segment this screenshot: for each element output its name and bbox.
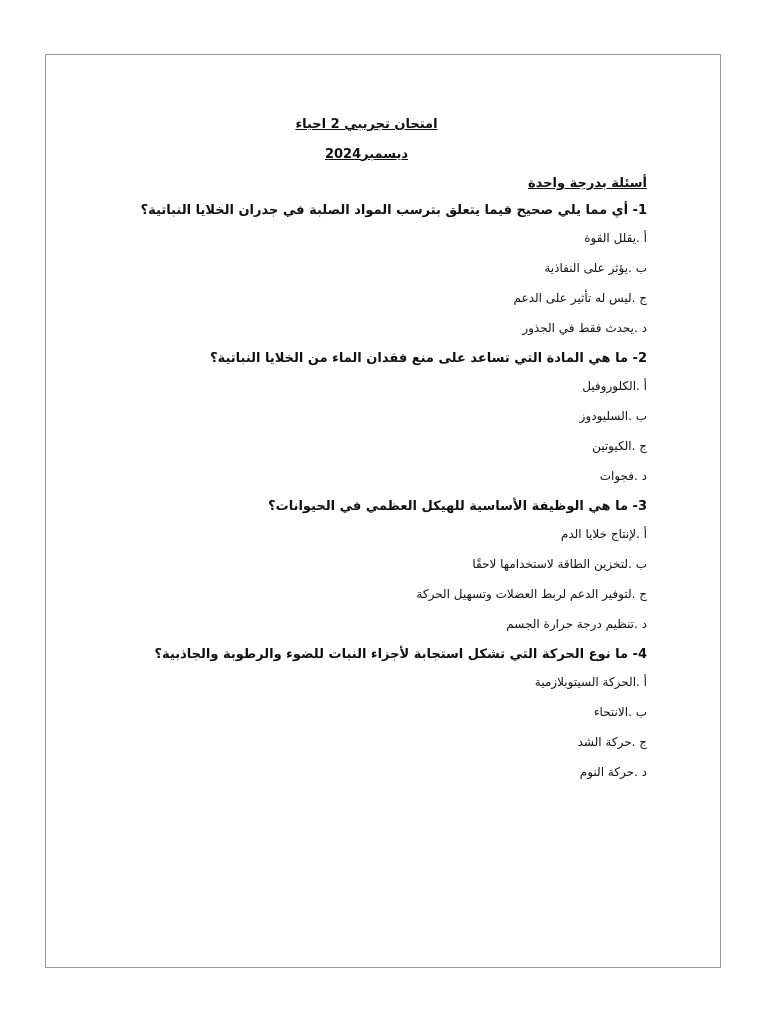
question-4 (86, 643, 647, 787)
option-d: د .حركة النوم (579, 765, 647, 779)
option-b: ب .يؤثر على النفاذية (544, 261, 647, 275)
question-2 (86, 347, 647, 491)
option-a: أ .الكلوروفيل (582, 379, 647, 393)
exam-title: امتحان تجريبي 2 احياء (295, 117, 438, 132)
option-a: أ .يقلل القوة (584, 231, 647, 245)
exam-content (86, 115, 647, 787)
option-c: ج .لتوفير الدعم لربط العضلات وتسهيل الحركة (416, 587, 647, 601)
question-3 (86, 495, 647, 639)
question-text: 3- ما هي الوظيفة الأساسية للهيكل العظمي في الحيوانات؟ (268, 499, 647, 514)
question-text: 4- ما نوع الحركة التي تشكل استجابة لأجزاء النبات للضوء والرطوبة والجاذبية؟ (154, 647, 647, 662)
option-d: د .تنظيم درجة حرارة الجسم (506, 617, 647, 631)
exam-date: ديسمبر2024 (324, 147, 409, 162)
question-text: 1- أي مما يلي صحيح فيما يتعلق بترسب المواد الصلبة في جدران الخلايا النباتية؟ (140, 203, 647, 218)
option-c: ج .ليس له تأثير على الدعم (513, 291, 647, 305)
option-c: ج .الكيوتين (592, 439, 647, 453)
option-d: د .فجوات (599, 469, 647, 483)
option-c: ج .حركة الشد (577, 735, 647, 749)
section-heading: أسئلة بدرجة واحدة (527, 176, 647, 191)
document-page (45, 54, 721, 968)
question-text: 2- ما هي المادة التي تساعد على منع فقدان الماء من الخلايا النباتية؟ (210, 351, 647, 366)
option-d: د .يحدث فقط في الجذور (522, 321, 647, 335)
option-b: ب .لتخزين الطاقة لاستخدامها لاحقًا (472, 557, 647, 571)
option-a: أ .لإنتاج خلايا الدم (560, 527, 647, 541)
option-a: أ .الحركة السيتوبلازمية (534, 675, 647, 689)
option-b: ب .السليودوز (579, 409, 647, 423)
option-b: ب .الانتحاء (593, 705, 647, 719)
question-1 (86, 199, 647, 343)
